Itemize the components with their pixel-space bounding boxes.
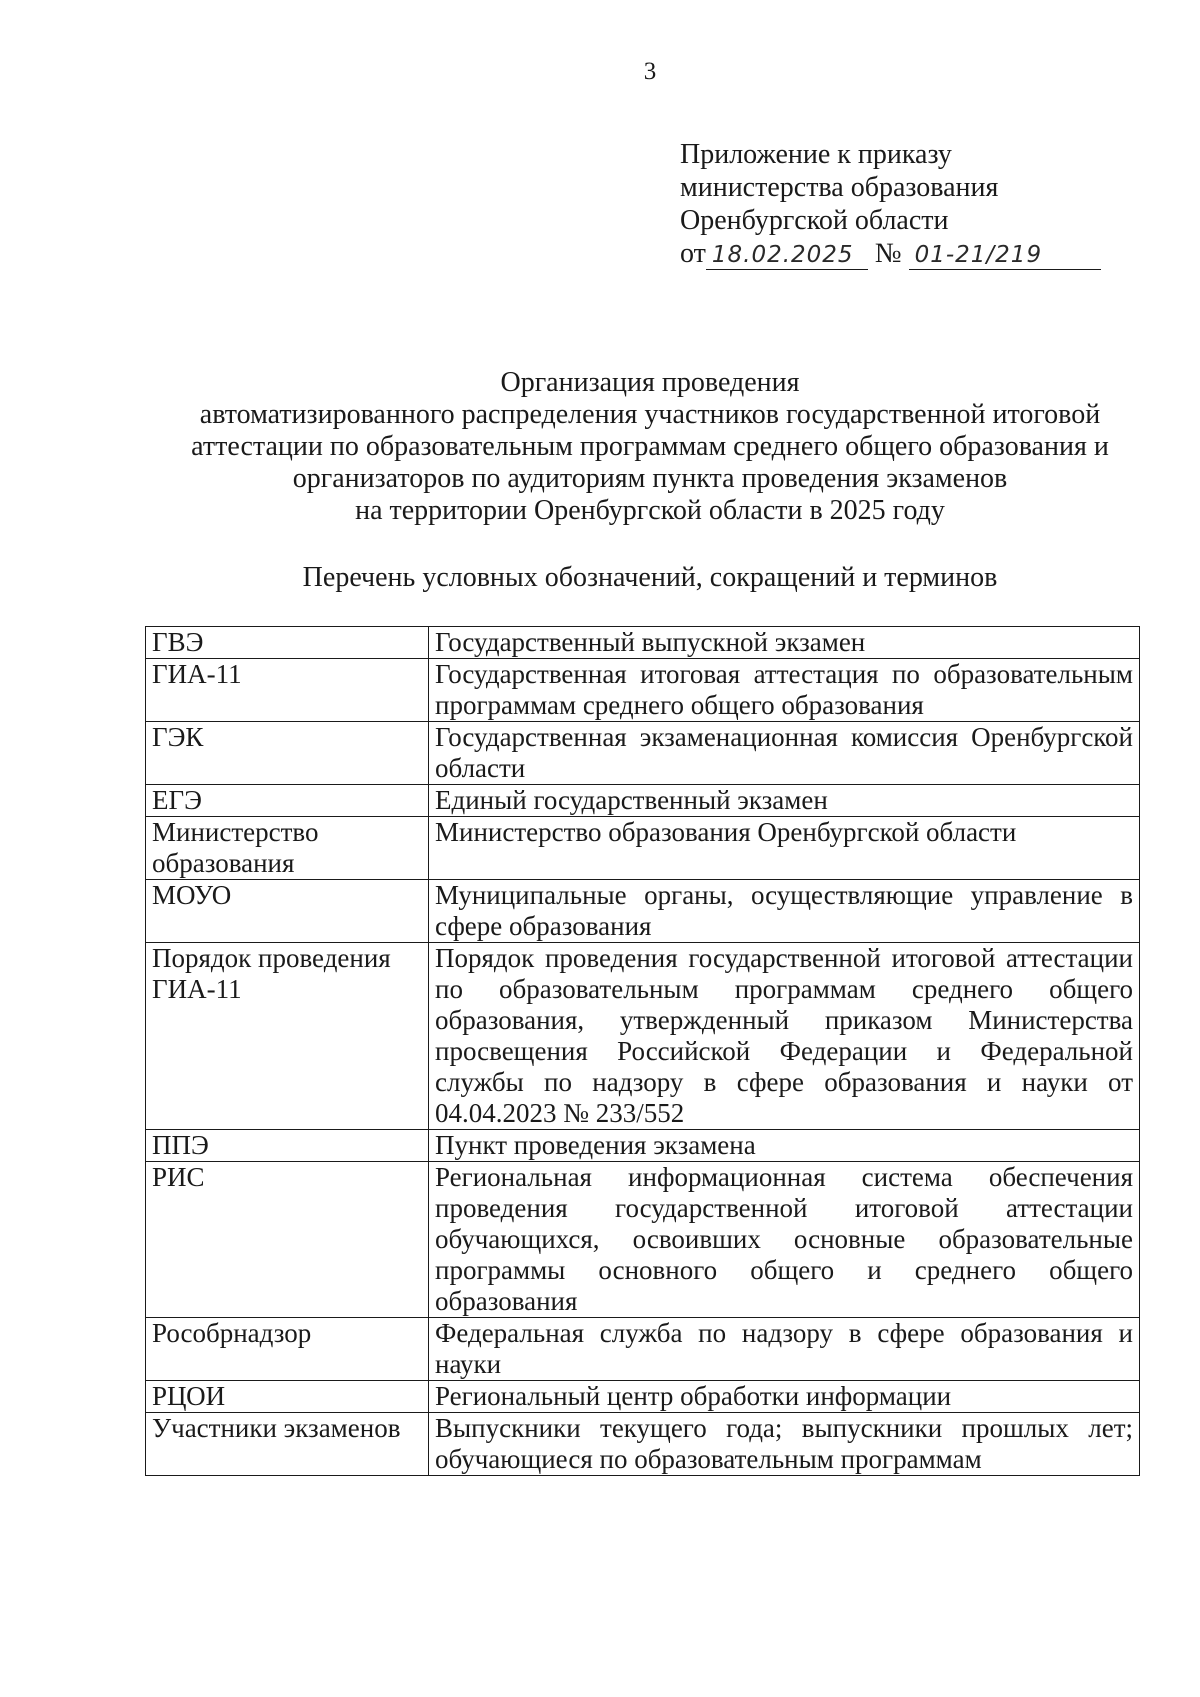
term-cell: ГВЭ xyxy=(146,627,429,659)
document-title xyxy=(140,367,1160,527)
table-row xyxy=(146,1413,1140,1476)
order-reference xyxy=(680,237,1120,270)
term-cell: ЕГЭ xyxy=(146,785,429,817)
definition-cell: Государственная итоговая аттестация по образовательным программам среднего общего образования xyxy=(429,659,1140,722)
term-cell: Порядок проведения ГИА-11 xyxy=(146,943,429,1130)
table-row xyxy=(146,785,1140,817)
handwritten-date: 18.02.2025 xyxy=(706,241,868,270)
definition-cell: Региональный центр обработки информации xyxy=(429,1381,1140,1413)
appendix-header xyxy=(680,138,1120,270)
term-cell: РЦОИ xyxy=(146,1381,429,1413)
term-cell: РИС xyxy=(146,1162,429,1318)
appendix-line-2: министерства образования xyxy=(680,172,999,203)
page-number: 3 xyxy=(643,58,657,85)
definition-cell: Государственная экзаменационная комиссия Оренбургской области xyxy=(429,722,1140,785)
term-cell: ГЭК xyxy=(146,722,429,785)
table-row xyxy=(146,722,1140,785)
term-cell: Участники экзаменов xyxy=(146,1413,429,1476)
table-row xyxy=(146,1162,1140,1318)
title-line-4: организаторов по аудиториям пункта проведения экзаменов xyxy=(292,463,1008,494)
definition-cell: Пункт проведения экзамена xyxy=(429,1130,1140,1162)
term-cell: Министерство образования xyxy=(146,817,429,880)
table-row xyxy=(146,1318,1140,1381)
term-cell: ППЭ xyxy=(146,1130,429,1162)
handwritten-number: 01-21/219 xyxy=(909,241,1101,270)
definition-cell: Единый государственный экзамен xyxy=(429,785,1140,817)
definition-cell: Государственный выпускной экзамен xyxy=(429,627,1140,659)
definition-cell: Федеральная служба по надзору в сфере образования и науки xyxy=(429,1318,1140,1381)
title-line-1: Организация проведения xyxy=(500,367,800,398)
definition-cell: Порядок проведения государственной итоговой аттестации по образовательным программам среднего общего образования, утвержденный приказом Министерства просвещения Российской Федерации и Федеральной службы по надзору в сфере образования и науки от 04.04.2023 № 233/552 xyxy=(429,943,1140,1130)
term-cell: ГИА-11 xyxy=(146,659,429,722)
table-row xyxy=(146,943,1140,1130)
definition-cell: Региональная информационная система обеспечения проведения государственной итоговой аттестации обучающихся, освоивших основные образовательные программы основного общего и среднего общего образования xyxy=(429,1162,1140,1318)
title-line-3: аттестации по образовательным программам среднего общего образования и xyxy=(191,431,1109,462)
title-line-2: автоматизированного распределения участников государственной итоговой xyxy=(199,399,1101,430)
appendix-line-1: Приложение к приказу xyxy=(680,139,952,170)
table-row xyxy=(146,627,1140,659)
definition-cell: Выпускники текущего года; выпускники прошлых лет; обучающиеся по образовательным программам xyxy=(429,1413,1140,1476)
number-label: № xyxy=(874,238,902,269)
appendix-line-3: Оренбургской области xyxy=(680,205,949,236)
title-line-5: на территории Оренбургской области в 2025 году xyxy=(355,495,945,526)
table-row xyxy=(146,659,1140,722)
definition-cell: Министерство образования Оренбургской области xyxy=(429,817,1140,880)
terms-table xyxy=(145,626,1140,1476)
term-cell: Рособрнадзор xyxy=(146,1318,429,1381)
table-row xyxy=(146,880,1140,943)
definition-cell: Муниципальные органы, осуществляющие управление в сфере образования xyxy=(429,880,1140,943)
table-row xyxy=(146,1381,1140,1413)
table-row xyxy=(146,1130,1140,1162)
table-row xyxy=(146,817,1140,880)
section-subtitle: Перечень условных обозначений, сокращений и терминов xyxy=(302,562,998,593)
term-cell: МОУО xyxy=(146,880,429,943)
from-label: от xyxy=(680,238,706,269)
